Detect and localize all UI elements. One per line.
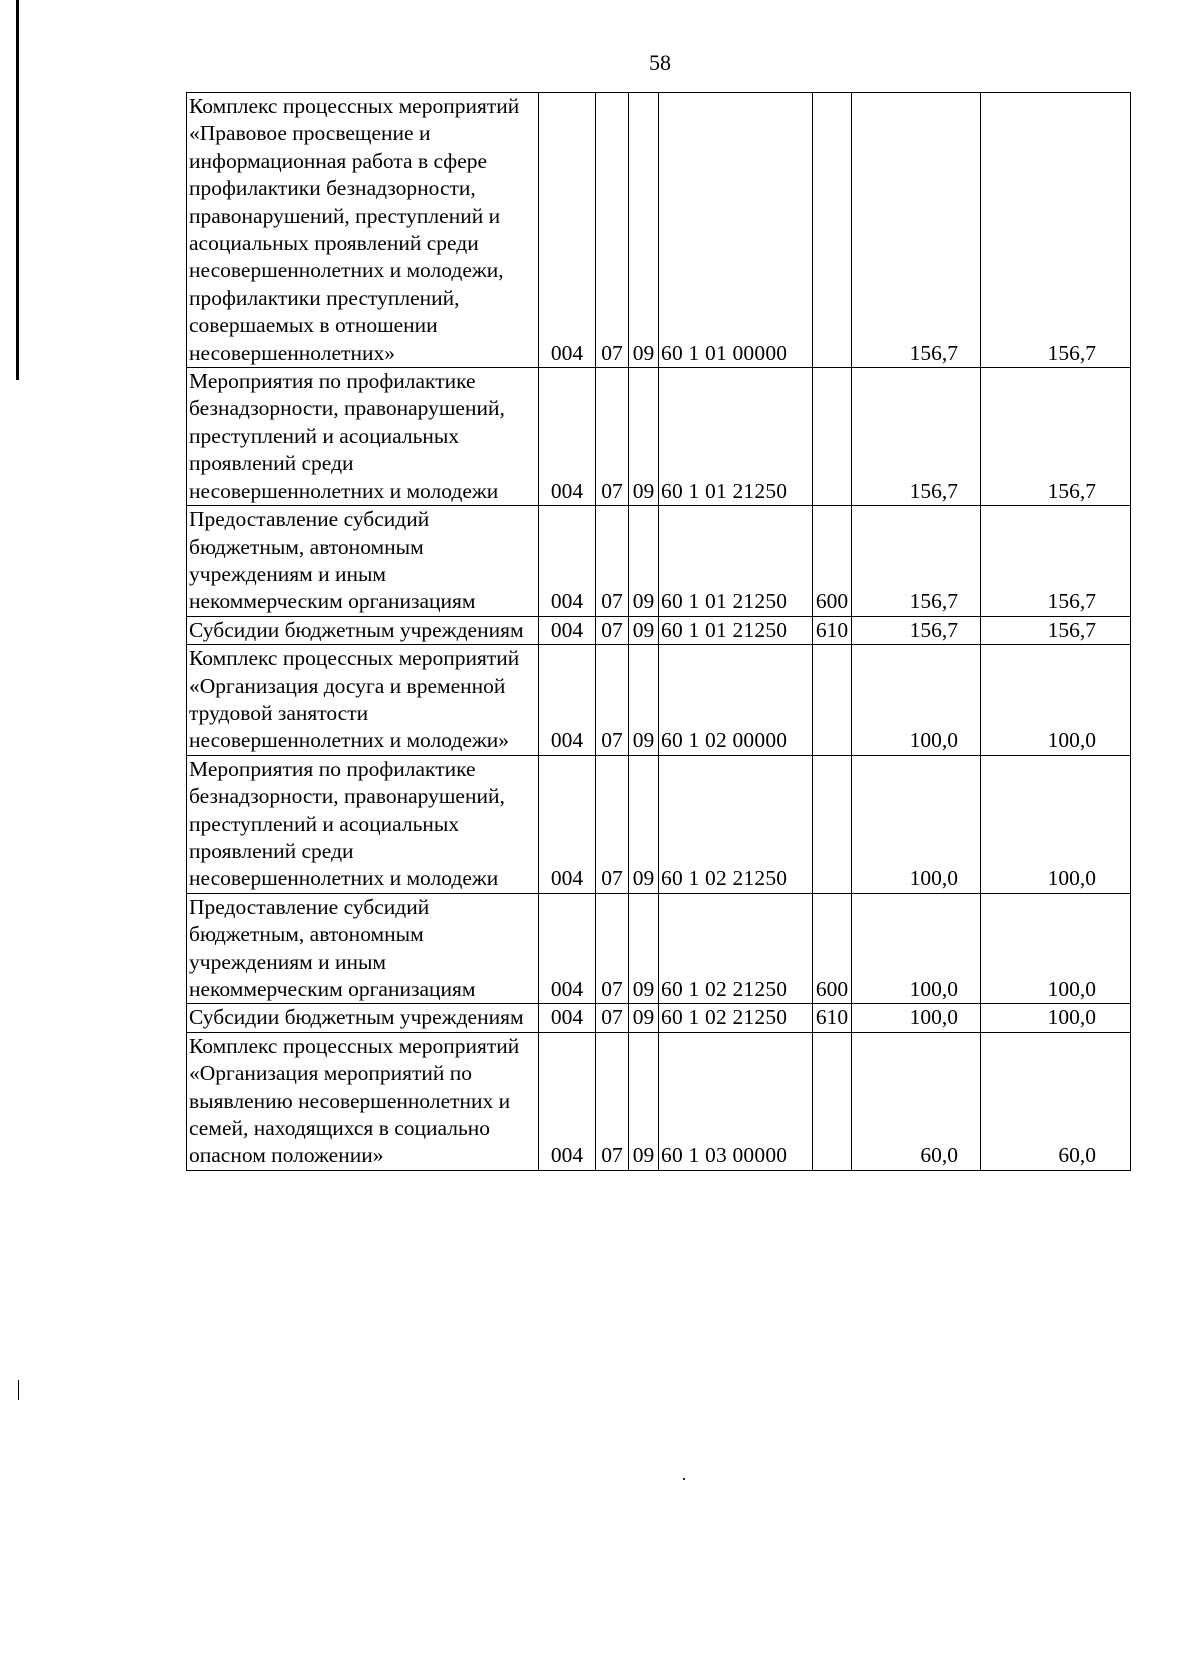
row-grbs: 004 — [539, 93, 596, 368]
row-name: Субсидии бюджетным учреждениям — [187, 1004, 539, 1032]
row-expense-type: 600 — [813, 506, 852, 617]
row-name: Мероприятия по профилактике безнадзорности, правонарушений, преступлений и асоциальных проявлений среди несовершеннолетних и молодежи — [187, 368, 539, 506]
row-grbs: 004 — [539, 645, 596, 756]
row-section: 07 — [596, 645, 629, 756]
row-section: 07 — [596, 755, 629, 893]
row-section: 07 — [596, 93, 629, 368]
row-amount-1: 100,0 — [852, 645, 981, 756]
row-target-article: 60 1 02 21250 — [659, 755, 813, 893]
row-name: Комплекс процессных мероприятий «Правовое просвещение и информационная работа в сфере профилактики безнадзорности, правонарушений, преступлений и асоциальных проявлений среди несовершеннолетних и молодежи, профилактики преступлений, совершаемых в отношении несовершеннолетних» — [187, 93, 539, 368]
scan-edge-mark — [18, 1380, 19, 1400]
table-row — [187, 93, 1131, 368]
row-subsection: 09 — [629, 506, 659, 617]
row-amount-1: 156,7 — [852, 616, 981, 644]
row-expense-type: 610 — [813, 616, 852, 644]
row-name: Предоставление субсидий бюджетным, автономным учреждениям и иным некоммерческим организациям — [187, 893, 539, 1004]
row-target-article: 60 1 01 00000 — [659, 93, 813, 368]
row-amount-1: 60,0 — [852, 1032, 981, 1170]
row-amount-2: 156,7 — [981, 93, 1131, 368]
row-amount-2: 156,7 — [981, 506, 1131, 617]
row-target-article: 60 1 01 21250 — [659, 616, 813, 644]
row-section: 07 — [596, 893, 629, 1004]
table-row — [187, 616, 1131, 644]
table-row — [187, 1032, 1131, 1170]
row-section: 07 — [596, 368, 629, 506]
budget-table-body — [187, 93, 1131, 1171]
row-grbs: 004 — [539, 368, 596, 506]
row-amount-1: 100,0 — [852, 893, 981, 1004]
row-expense-type — [813, 368, 852, 506]
row-target-article: 60 1 02 21250 — [659, 1004, 813, 1032]
row-amount-1: 156,7 — [852, 368, 981, 506]
row-name: Комплекс процессных мероприятий «Организация досуга и временной трудовой занятости несовершеннолетних и молодежи» — [187, 645, 539, 756]
row-target-article: 60 1 03 00000 — [659, 1032, 813, 1170]
row-subsection: 09 — [629, 1032, 659, 1170]
row-grbs: 004 — [539, 616, 596, 644]
row-name: Субсидии бюджетным учреждениям — [187, 616, 539, 644]
row-grbs: 004 — [539, 755, 596, 893]
row-subsection: 09 — [629, 368, 659, 506]
row-amount-2: 100,0 — [981, 1004, 1131, 1032]
row-section: 07 — [596, 616, 629, 644]
table-row — [187, 368, 1131, 506]
table-row — [187, 893, 1131, 1004]
table-row — [187, 1004, 1131, 1032]
row-target-article: 60 1 02 21250 — [659, 893, 813, 1004]
row-section: 07 — [596, 506, 629, 617]
row-section: 07 — [596, 1004, 629, 1032]
row-section: 07 — [596, 1032, 629, 1170]
row-name: Мероприятия по профилактике безнадзорности, правонарушений, преступлений и асоциальных проявлений среди несовершеннолетних и молодежи — [187, 755, 539, 893]
row-expense-type — [813, 645, 852, 756]
row-target-article: 60 1 01 21250 — [659, 368, 813, 506]
table-row — [187, 645, 1131, 756]
row-subsection: 09 — [629, 93, 659, 368]
row-target-article: 60 1 02 00000 — [659, 645, 813, 756]
row-expense-type: 610 — [813, 1004, 852, 1032]
row-target-article: 60 1 01 21250 — [659, 506, 813, 617]
row-grbs: 004 — [539, 1032, 596, 1170]
row-expense-type: 600 — [813, 893, 852, 1004]
row-amount-2: 100,0 — [981, 893, 1131, 1004]
row-subsection: 09 — [629, 755, 659, 893]
row-subsection: 09 — [629, 893, 659, 1004]
row-amount-2: 60,0 — [981, 1032, 1131, 1170]
row-grbs: 004 — [539, 1004, 596, 1032]
row-amount-1: 100,0 — [852, 1004, 981, 1032]
row-expense-type — [813, 93, 852, 368]
row-expense-type — [813, 1032, 852, 1170]
row-subsection: 09 — [629, 645, 659, 756]
row-amount-2: 100,0 — [981, 755, 1131, 893]
row-amount-1: 156,7 — [852, 506, 981, 617]
row-grbs: 004 — [539, 506, 596, 617]
scan-speck — [683, 1478, 685, 1480]
row-name: Комплекс процессных мероприятий «Организация мероприятий по выявлению несовершеннолетних и семей, находящихся в социально опасном положении» — [187, 1032, 539, 1170]
row-subsection: 09 — [629, 616, 659, 644]
row-name: Предоставление субсидий бюджетным, автономным учреждениям и иным некоммерческим организациям — [187, 506, 539, 617]
row-grbs: 004 — [539, 893, 596, 1004]
budget-table — [186, 92, 1131, 1171]
row-amount-2: 156,7 — [981, 616, 1131, 644]
table-row — [187, 755, 1131, 893]
row-expense-type — [813, 755, 852, 893]
row-amount-1: 156,7 — [852, 93, 981, 368]
row-subsection: 09 — [629, 1004, 659, 1032]
row-amount-2: 100,0 — [981, 645, 1131, 756]
row-amount-1: 100,0 — [852, 755, 981, 893]
row-amount-2: 156,7 — [981, 368, 1131, 506]
page-number: 58 — [649, 50, 671, 75]
table-row — [187, 506, 1131, 617]
